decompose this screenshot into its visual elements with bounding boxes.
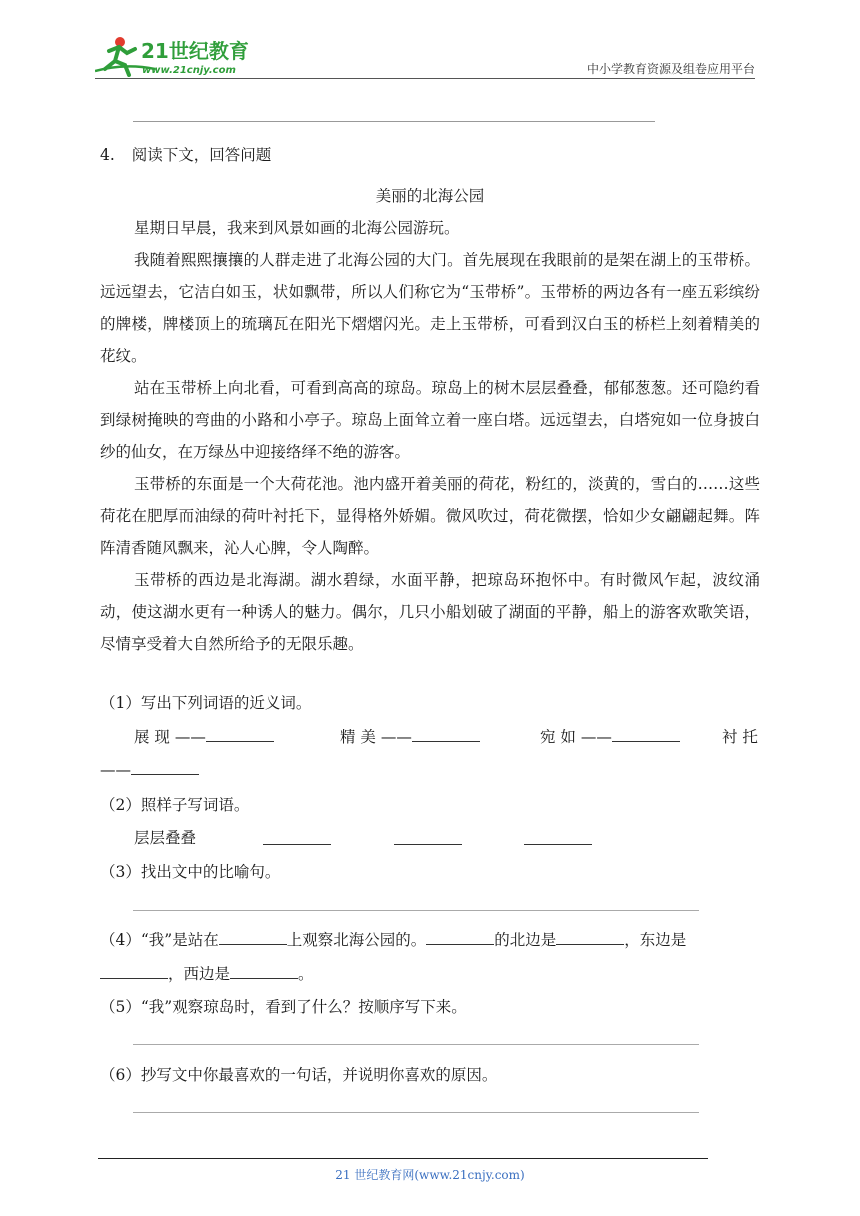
pattern-row xyxy=(100,826,770,850)
synonym-item-label: 衬 托 xyxy=(722,728,758,746)
answer-blank[interactable] xyxy=(426,930,494,945)
answer-blank[interactable] xyxy=(394,830,462,845)
answer-blank[interactable] xyxy=(556,930,624,945)
svg-text:www.21cnjy.com: www.21cnjy.com xyxy=(142,65,236,76)
subquestion-3-label: （3）找出文中的比喻句。 xyxy=(100,863,281,881)
question-heading xyxy=(100,143,271,165)
answer-blank[interactable] xyxy=(100,964,168,979)
svg-text:21世纪教育: 21世纪教育 xyxy=(141,39,249,63)
subquestion-6-label: （6）抄写文中你最喜欢的一句话，并说明你喜欢的原因。 xyxy=(100,1066,498,1084)
article-passage xyxy=(100,212,760,660)
previous-answer-line xyxy=(133,121,655,122)
answer-blank[interactable] xyxy=(230,964,298,979)
answer-blank[interactable] xyxy=(131,760,199,775)
paragraph: 玉带桥的西边是北海湖。湖水碧绿，水面平静，把琼岛环抱怀中。有时微风乍起，波纹涌动，使这湖水更有一种诱人的魅力。偶尔，几只小船划破了湖面的平静，船上的游客欢歌笑语，尽情享受着大自然所给予的无限乐趣。 xyxy=(100,571,760,653)
synonym-row xyxy=(100,725,770,749)
paragraph: 星期日早晨，我来到风景如画的北海公园游玩。 xyxy=(134,219,460,237)
runner-logo-icon xyxy=(95,33,260,77)
paragraph: 玉带桥的东面是一个大荷花池。池内盛开着美丽的荷花，粉红的，淡黄的，雪白的……这些荷花在肥厚而油绿的荷叶衬托下，显得格外娇媚。微风吹过，荷花微摆，恰如少女翩翩起舞。阵阵清香随风飘来，沁人心脾，令人陶醉。 xyxy=(100,475,760,557)
answer-blank[interactable] xyxy=(263,830,331,845)
answer-blank[interactable] xyxy=(524,830,592,845)
answer-blank[interactable] xyxy=(219,930,287,945)
synonym-item: 精 美 —— xyxy=(340,725,480,747)
subquestion-4-continued: ，西边是 。 xyxy=(100,962,770,984)
header-divider xyxy=(95,78,755,79)
synonym-item: 展 现 —— xyxy=(134,725,274,747)
answer-line[interactable] xyxy=(133,1112,699,1113)
answer-blank[interactable] xyxy=(412,727,480,742)
question-prompt: 阅读下文，回答问题 xyxy=(131,146,272,164)
answer-line[interactable] xyxy=(133,910,699,911)
answer-blank[interactable] xyxy=(206,727,274,742)
paragraph: 站在玉带桥上向北看，可看到高高的琼岛。琼岛上的树木层层叠叠，郁郁葱葱。还可隐约看到绿树掩映的弯曲的小路和小亭子。琼岛上面耸立着一座白塔。远远望去，白塔宛如一位身披白纱的仙女，在万绿丛中迎接络绎不绝的游客。 xyxy=(100,379,760,461)
article-title: 美丽的北海公园 xyxy=(375,187,485,205)
platform-name: 中小学教育资源及组卷应用平台 xyxy=(586,62,755,76)
footer-text[interactable]: 21 世纪教育网(www.21cnjy.com) xyxy=(335,1168,525,1182)
footer-divider xyxy=(98,1158,708,1159)
subquestion-5-label: （5）“我”观察琼岛时，看到了什么？按顺序写下来。 xyxy=(100,998,467,1016)
subquestion-1-label: （1）写出下列词语的近义词。 xyxy=(100,694,312,712)
brand-logo xyxy=(95,33,260,77)
paragraph: 我随着熙熙攘攘的人群走进了北海公园的大门。首先展现在我眼前的是架在湖上的玉带桥。远远望去，它洁白如玉，状如飘带，所以人们称它为“玉带桥”。玉带桥的两边各有一座五彩缤纷的牌楼，牌楼顶上的琉璃瓦在阳光下熠熠闪光。走上玉带桥，可看到汉白玉的桥栏上刻着精美的花纹。 xyxy=(100,251,760,365)
synonym-item: 宛 如 —— xyxy=(540,725,680,747)
answer-blank[interactable] xyxy=(612,727,680,742)
pattern-example: 层层叠叠 xyxy=(134,829,197,847)
question-number: 4. xyxy=(100,146,115,164)
synonym-continuation: —— xyxy=(100,760,770,779)
answer-line[interactable] xyxy=(133,1044,699,1045)
subquestion-2-label: （2）照样子写词语。 xyxy=(100,796,250,814)
subquestion-4: （4）“我”是站在 上观察北海公园的。 的北边是 ，东边是 xyxy=(100,931,687,949)
